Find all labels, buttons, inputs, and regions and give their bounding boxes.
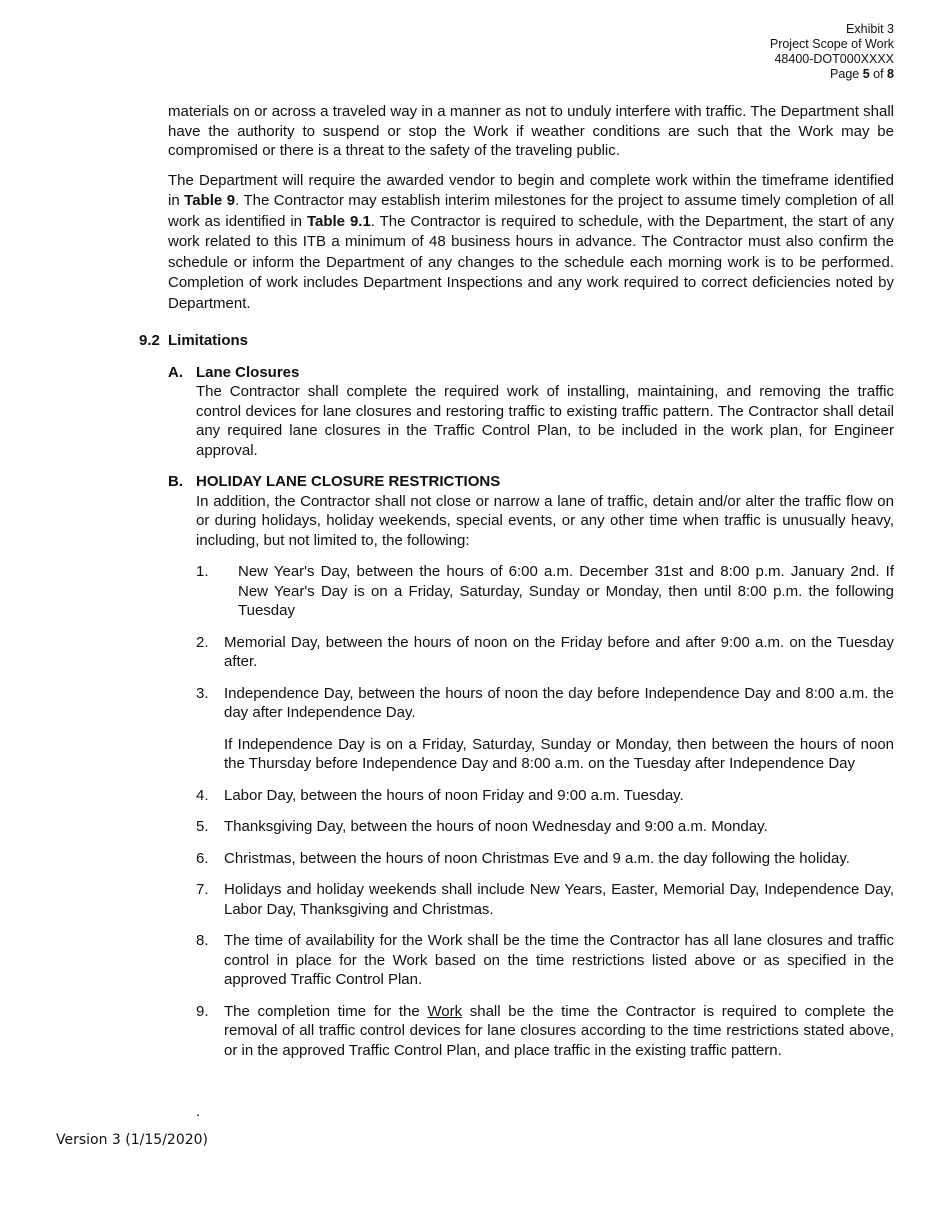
exhibit-label: Exhibit 3	[846, 22, 894, 36]
holiday-list	[196, 562, 894, 1060]
section-title: Limitations	[168, 332, 249, 349]
page-number: Page 5 of 8	[830, 67, 894, 81]
list-item: 4. Labor Day, between the hours of noon Friday and 9:00 a.m. Tuesday.	[196, 786, 684, 804]
subsection-b	[168, 472, 894, 1060]
list-item: 3. Independence Day, between the hours of noon the day before Independence Day and 8:00 a.m. the day after Independence Day. If Independence Day is on a Friday, Saturday, Sunday or Monday, then between the hours of noon the Thursday before Independence Day and 8:00 a.m. on the Tuesday after Independence Day	[196, 684, 894, 772]
section-number: 9.2	[139, 332, 160, 349]
subsection-title: Lane Closures	[196, 363, 300, 381]
subsection-text: The Contractor shall complete the required work of installing, maintaining, and removing the traffic control devices for lane closures and restoring traffic to existing traffic pattern. The Contractor shall detail any required lane closures in the Traffic Control Plan, to be included in the work plan, for Engineer approval.	[196, 383, 894, 459]
list-item: 8. The time of availability for the Work shall be the time the Contractor has all lane closures and traffic control in place for the Work based on the time restrictions listed above or as specified in the approved Traffic Control Plan.	[196, 932, 894, 988]
page-header	[770, 22, 894, 82]
document-body	[139, 102, 895, 1072]
list-item-note: If Independence Day is on a Friday, Saturday, Sunday or Monday, then between the hours of noon the Thursday before Independence Day and 8:00 a.m. on the Tuesday after Independence Day	[224, 735, 894, 772]
list-item: 5. Thanksgiving Day, between the hours of noon Wednesday and 9:00 a.m. Monday.	[196, 818, 768, 835]
subsection-title: HOLIDAY LANE CLOSURE RESTRICTIONS	[196, 473, 501, 490]
list-item: 1. New Year's Day, between the hours of 6:00 a.m. December 31st and 8:00 p.m. January 2nd. If New Year's Day is on a Friday, Saturday, Sunday or Monday, then until 8:00 p.m. the following Tuesday	[196, 563, 894, 619]
document-number: 48400-DOT000XXXX	[774, 52, 894, 66]
section-heading	[139, 331, 894, 351]
subsection-letter: B.	[168, 473, 183, 490]
subsection-a	[168, 363, 894, 461]
list-item: 7. Holidays and holiday weekends shall include New Years, Easter, Memorial Day, Independence Day, Labor Day, Thanksgiving and Christmas.	[196, 881, 894, 918]
subsection-letter: A.	[168, 363, 183, 381]
list-item: 2. Memorial Day, between the hours of noon on the Friday before and after 9:00 a.m. on the Tuesday after.	[196, 633, 894, 670]
document-title: Project Scope of Work	[769, 37, 894, 51]
list-item: 9. The completion time for the Work shall be the time the Contractor is required to complete the removal of all traffic control devices for lane closures according to the time restrictions stated above, or in the approved Traffic Control Plan, and place traffic in the existing traffic pattern.	[196, 1002, 894, 1059]
list-item: 6. Christmas, between the hours of noon Christmas Eve and 9 a.m. the day following the holiday.	[196, 849, 850, 867]
stray-period: .	[196, 1103, 201, 1120]
paragraph-schedule: The Department will require the awarded vendor to begin and complete work within the timeframe identified in Table 9. The Contractor may establish interim milestones for the project to assume timely completion of all work as identified in Table 9.1. The Contractor is required to schedule, with the Department, the start of any work related to this ITB a minimum of 48 business hours in advance. The Contractor must also confirm the schedule or inform the Department of any changes to the schedule each morning work is to be performed. Completion of work includes Department Inspections and any work required to correct deficiencies noted by Department.	[168, 171, 895, 312]
version-footer: Version 3 (1/15/2020)	[56, 1132, 208, 1148]
paragraph-traffic-interference: materials on or across a traveled way in a manner as not to unduly interfere with traffic. The Department shall have the authority to suspend or stop the Work if weather conditions are such that the Work may be compromised or there is a threat to the safety of the traveling public.	[168, 103, 894, 159]
subsection-text: In addition, the Contractor shall not close or narrow a lane of traffic, detain and/or alter the traffic flow on or during holidays, holiday weekends, special events, or any other time when traffic is unusually heavy, including, but not limited to, the following:	[196, 492, 894, 549]
